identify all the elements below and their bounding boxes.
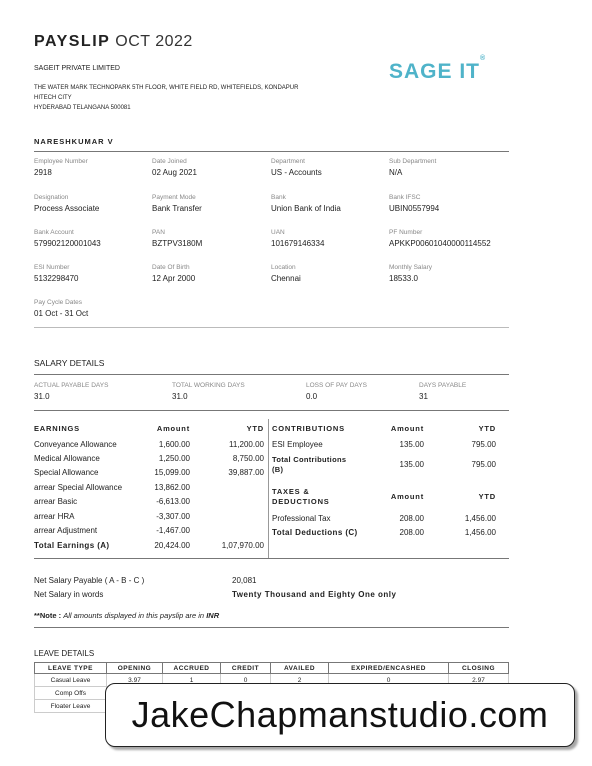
field-bank-ifsc: Bank IFSC UBIN0557994 [389, 194, 440, 213]
net-salary-words-label: Net Salary in words [34, 590, 104, 599]
total-earnings-label: Total Earnings (A) [34, 541, 110, 550]
taxes-header: TAXES & DEDUCTIONS [272, 487, 330, 506]
salary-details-title: SALARY DETAILS [34, 358, 105, 368]
total-earnings-amount: 20,424.00 [154, 541, 190, 550]
earning-row-ytd: 39,887.00 [228, 468, 264, 477]
total-contributions-ytd: 795.00 [471, 460, 496, 469]
cell: Floater Leave [35, 700, 107, 713]
divider [34, 374, 509, 375]
taxes-amount-header: Amount [390, 492, 424, 501]
cell: 3.97 [107, 674, 163, 687]
divider [34, 327, 509, 328]
payslip-title: PAYSLIP OCT 2022 [34, 33, 193, 50]
net-salary-value: 20,081 [232, 576, 257, 585]
contribution-row-name: ESI Employee [272, 440, 323, 449]
cell: 1 [163, 674, 221, 687]
field-pay-cycle-dates: Pay Cycle Dates 01 Oct - 31 Oct [34, 299, 89, 318]
currency-note: **Note : All amounts displayed in this payslip are in INR [34, 611, 220, 620]
total-deductions-ytd: 1,456.00 [464, 528, 496, 537]
divider [34, 151, 509, 152]
col-expired-encashed: EXPIRED/ENCASHED [329, 663, 449, 674]
field-date-of-birth: Date Of Birth 12 Apr 2000 [152, 264, 196, 283]
field-location: Location Chennai [271, 264, 301, 283]
company-logo: SAGE IT® [389, 55, 487, 83]
net-salary-label: Net Salary Payable ( A - B - C ) [34, 576, 145, 585]
loss-of-pay-days: LOSS OF PAY DAYS 0.0 [306, 382, 367, 401]
cell: 2.97 [449, 674, 509, 687]
col-opening: OPENING [107, 663, 163, 674]
cell: 2 [271, 674, 329, 687]
company-address: THE WATER MARK TECHNOPARK 5TH FLOOR, WHITE FIELD RD, WHITEFIELDS, KONDAPUR HITECH CITY HYDERABAD TELANGANA 500081 [34, 85, 299, 111]
earning-row-name: arrear HRA [34, 512, 75, 521]
field-designation: Designation Process Associate [34, 194, 100, 213]
cell: Casual Leave [35, 674, 107, 687]
field-bank-account: Bank Account 579902120001043 [34, 229, 101, 248]
net-salary-words-value: Twenty Thousand and Eighty One only [232, 590, 397, 599]
total-deductions-label: Total Deductions (C) [272, 528, 358, 537]
divider [34, 627, 509, 628]
earning-row-ytd: 11,200.00 [229, 440, 264, 449]
field-pan: PAN BZTPV3180M [152, 229, 203, 248]
field-department: Department US - Accounts [271, 158, 322, 177]
total-contributions-amount: 135.00 [399, 460, 424, 469]
earning-row-amount: 15,099.00 [154, 468, 190, 477]
watermark-banner: JakeChapmanstudio.com [105, 683, 575, 747]
field-employee-number: Employee Number 2918 [34, 158, 88, 177]
col-leave-type: LEAVE TYPE [35, 663, 107, 674]
tax-row-name: Professional Tax [272, 514, 331, 523]
earnings-ytd-header: YTD [246, 424, 264, 433]
earning-row-name: arrear Special Allowance [34, 483, 123, 492]
earning-row-amount: 1,600.00 [158, 440, 190, 449]
field-date-joined: Date Joined 02 Aug 2021 [152, 158, 197, 177]
earning-row-amount: -3,307.00 [156, 512, 190, 521]
earning-row-amount: 13,862.00 [154, 483, 190, 492]
taxes-ytd-header: YTD [478, 492, 496, 501]
contribution-row-amount: 135.00 [399, 440, 424, 449]
cell: Comp Offs [35, 687, 107, 700]
field-payment-mode: Payment Mode Bank Transfer [152, 194, 202, 213]
total-earnings-ytd: 1,07,970.00 [221, 541, 264, 550]
total-contributions-label: Total Contributions (B) [272, 455, 347, 474]
earnings-amount-header: Amount [156, 424, 190, 433]
cell: 0 [329, 674, 449, 687]
earning-row-name: Medical Allowance [34, 454, 100, 463]
days-payable: DAYS PAYABLE 31 [419, 382, 467, 401]
earning-row-amount: 1,250.00 [158, 454, 190, 463]
col-availed: AVAILED [271, 663, 329, 674]
col-closing: CLOSING [449, 663, 509, 674]
total-deductions-amount: 208.00 [399, 528, 424, 537]
leave-details-title: LEAVE DETAILS [34, 649, 95, 658]
total-working-days: TOTAL WORKING DAYS 31.0 [172, 382, 245, 401]
earning-row-name: arrear Adjustment [34, 526, 98, 535]
earning-row-name: Conveyance Allowance [34, 440, 117, 449]
field-monthly-salary: Monthly Salary 18533.0 [389, 264, 432, 283]
divider [34, 410, 509, 411]
contributions-ytd-header: YTD [478, 424, 496, 433]
field-esi-number: ESI Number 5132298470 [34, 264, 79, 283]
field-bank: Bank Union Bank of India [271, 194, 341, 213]
earning-row-amount: -1,467.00 [156, 526, 190, 535]
cell: 0 [221, 674, 271, 687]
divider [34, 558, 509, 559]
company-name: SAGEIT PRIVATE LIMITED [34, 65, 120, 72]
contributions-header: CONTRIBUTIONS [272, 424, 345, 433]
contributions-amount-header: Amount [390, 424, 424, 433]
earnings-header: EARNINGS [34, 424, 80, 433]
column-divider [268, 419, 269, 559]
leave-table-header [35, 663, 509, 674]
earning-row-name: arrear Basic [34, 497, 78, 506]
actual-payable-days: ACTUAL PAYABLE DAYS 31.0 [34, 382, 109, 401]
tax-row-amount: 208.00 [399, 514, 424, 523]
contribution-row-ytd: 795.00 [471, 440, 496, 449]
earning-row-amount: -6,613.00 [156, 497, 190, 506]
col-credit: CREDIT [221, 663, 271, 674]
field-pf-number: PF Number APKKP00601040000114552 [389, 229, 491, 248]
employee-name: NARESHKUMAR V [34, 137, 114, 146]
tax-row-ytd: 1,456.00 [464, 514, 496, 523]
earning-row-ytd: 8,750.00 [232, 454, 264, 463]
col-accrued: ACCRUED [163, 663, 221, 674]
earning-row-name: Special Allowance [34, 468, 99, 477]
field-uan: UAN 101679146334 [271, 229, 325, 248]
field-sub-department: Sub Department N/A [389, 158, 437, 177]
